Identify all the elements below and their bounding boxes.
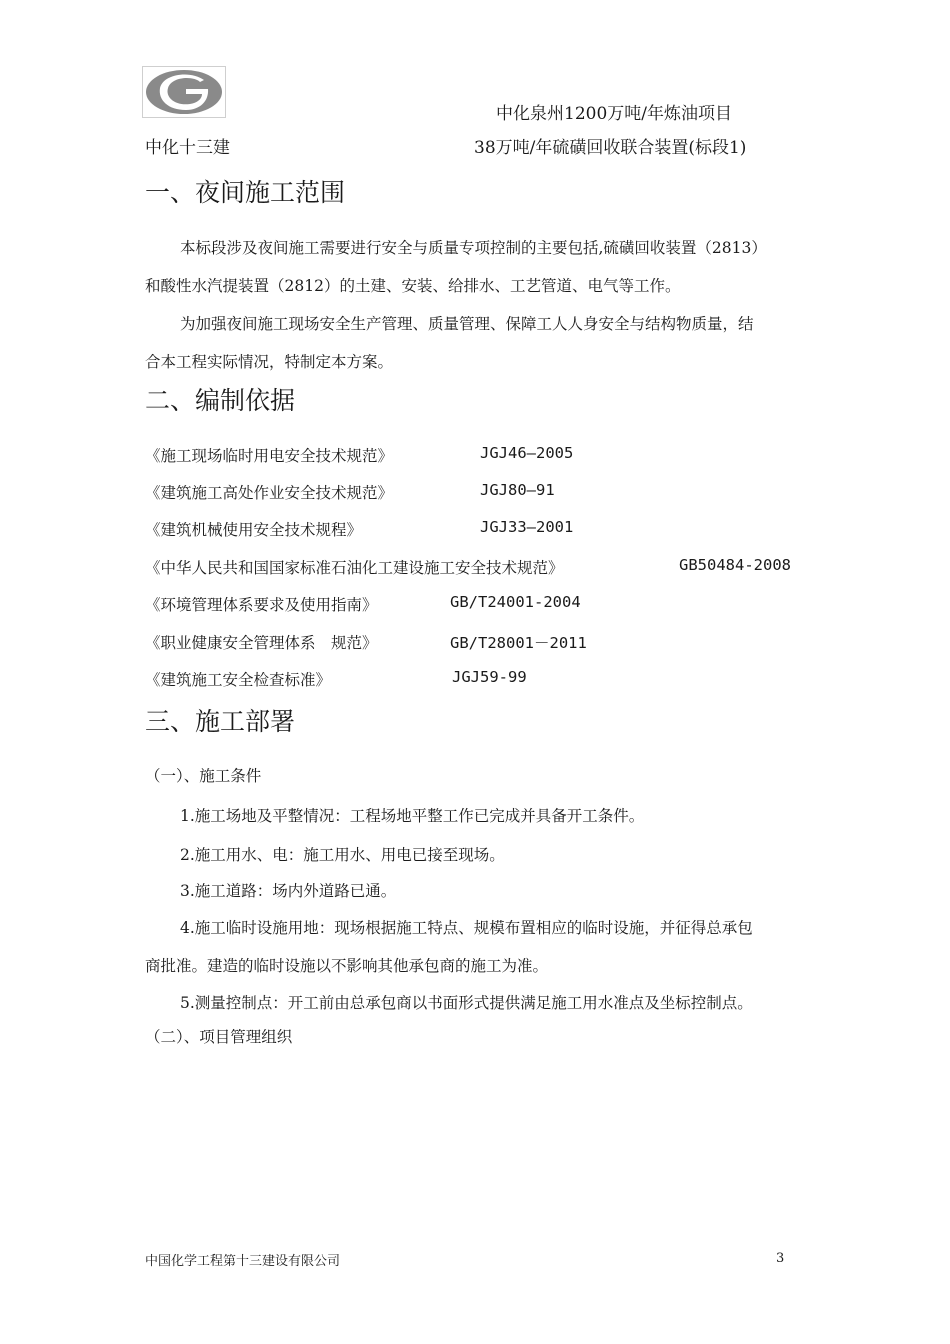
s1-paragraph-1-line-1: 本标段涉及夜间施工需要进行安全与质量专项控制的主要包括,硫磺回收装置（2813） (180, 239, 767, 257)
page-number: 3 (776, 1251, 785, 1266)
reference-code: JGJ46—2005 (480, 444, 574, 462)
reference-code: JGJ33—2001 (480, 518, 574, 536)
company-logo (142, 66, 226, 118)
reference-name: 《建筑施工高处作业安全技术规范》 (145, 484, 394, 502)
reference-name: 《职业健康安全管理体系 规范》 (145, 634, 378, 652)
company-short-name: 中化十三建 (145, 138, 230, 158)
reference-code: GB/T24001-2004 (450, 593, 581, 611)
reference-code: GB/T28001－2011 (450, 634, 587, 652)
s3-item: 2.施工用水、电：施工用水、用电已接至现场。 (180, 846, 505, 864)
section-2-title: 二、编制依据 (145, 386, 296, 415)
s3-item: 4.施工临时设施用地：现场根据施工特点、规模布置相应的临时设施，并征得总承包 (180, 919, 753, 937)
reference-name: 《环境管理体系要求及使用指南》 (145, 596, 378, 614)
s3-subsection-1-title: （一）、施工条件 (145, 767, 262, 785)
reference-name: 《建筑机械使用安全技术规程》 (145, 521, 363, 539)
s3-item: 1.施工场地及平整情况：工程场地平整工作已完成并具备开工条件。 (180, 807, 645, 825)
s1-paragraph-2-line-2: 合本工程实际情况，特制定本方案。 (145, 353, 394, 371)
project-title-line2: 38万吨/年硫磺回收联合装置(标段1) (474, 138, 747, 158)
reference-name: 《中华人民共和国国家标准石油化工建设施工安全技术规范》 (145, 559, 564, 577)
reference-code: GB50484-2008 (679, 556, 791, 574)
reference-name: 《施工现场临时用电安全技术规范》 (145, 447, 394, 465)
s1-paragraph-2-line-1: 为加强夜间施工现场安全生产管理、质量管理、保障工人人身安全与结构物质量，结 (180, 315, 754, 333)
s3-item: 3.施工道路：场内外道路已通。 (180, 882, 397, 900)
s1-paragraph-1-line-2: 和酸性水汽提装置（2812）的土建、安装、给排水、工艺管道、电气等工作。 (145, 277, 681, 295)
s3-subsection-2-title: （二）、项目管理组织 (145, 1028, 293, 1046)
section-3-title: 三、施工部署 (145, 707, 296, 736)
s3-item-continuation: 商批准。建造的临时设施以不影响其他承包商的施工为准。 (145, 957, 549, 975)
reference-code: JGJ80—91 (480, 481, 555, 499)
s3-item: 5.测量控制点：开工前由总承包商以书面形式提供满足施工用水准点及坐标控制点。 (180, 994, 753, 1012)
reference-code: JGJ59-99 (452, 668, 527, 686)
footer-company: 中国化学工程第十三建设有限公司 (145, 1254, 341, 1269)
reference-name: 《建筑施工安全检查标准》 (145, 671, 332, 689)
section-1-title: 一、夜间施工范围 (145, 178, 346, 207)
project-title-line1: 中化泉州1200万吨/年炼油项目 (496, 104, 732, 124)
